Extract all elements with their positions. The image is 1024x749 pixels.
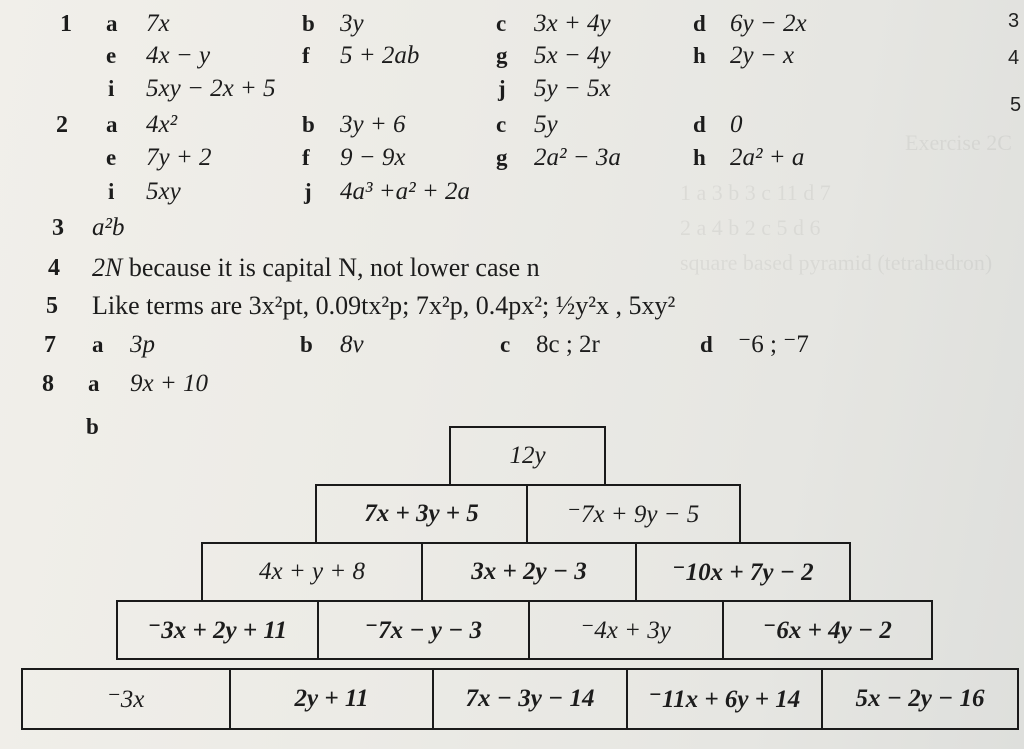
part-label: i xyxy=(108,76,115,101)
answer: Like terms are 3x²pt, 0.09tx²p; 7x²p, 0.4px²; ½y²x , 5xy² xyxy=(92,291,676,320)
answer xyxy=(92,254,540,282)
answer: 5xy xyxy=(146,178,181,205)
part-label: b xyxy=(302,112,315,137)
pyramid-brick: ⁻3x xyxy=(21,668,231,730)
pyramid-brick: ⁻3x + 2y + 11 xyxy=(116,600,319,660)
edge-number: 3 xyxy=(1008,10,1020,32)
answer: 3x + 4y xyxy=(534,10,611,37)
part-label: c xyxy=(496,11,507,36)
answer-text: because it is capital N, not lower case n xyxy=(122,253,540,282)
answer: 3y + 6 xyxy=(340,111,406,138)
pyramid-brick: ⁻7x − y − 3 xyxy=(317,600,530,660)
edge-number: 5 xyxy=(1010,94,1022,116)
answer: 8v xyxy=(340,331,364,358)
answer: 5 + 2ab xyxy=(340,42,420,69)
part-label: i xyxy=(108,179,115,204)
part-label: b xyxy=(302,11,315,36)
answer: 3p xyxy=(130,331,155,358)
answer: 0 xyxy=(730,111,743,138)
part-label: g xyxy=(496,145,508,170)
pyramid-brick: 2y + 11 xyxy=(229,668,434,730)
question-number: 8 xyxy=(42,371,54,397)
answer: 8c ; 2r xyxy=(536,331,600,358)
question-number: 4 xyxy=(48,255,60,281)
part-label: c xyxy=(496,112,507,137)
question-number: 5 xyxy=(46,293,58,319)
pyramid-brick: 7x − 3y − 14 xyxy=(432,668,628,730)
part-label: j xyxy=(304,179,312,204)
show-through-heading: Exercise 2C xyxy=(905,130,1012,155)
answer: ⁻6 ; ⁻7 xyxy=(738,331,809,358)
pyramid-brick: ⁻6x + 4y − 2 xyxy=(722,600,933,660)
part-label: d xyxy=(693,112,706,137)
pyramid-brick: 3x + 2y − 3 xyxy=(421,542,637,602)
answer: 5y xyxy=(534,111,558,138)
answer: 6y − 2x xyxy=(730,10,807,37)
pyramid-brick: ⁻10x + 7y − 2 xyxy=(635,542,851,602)
part-label: e xyxy=(106,43,117,68)
part-label: h xyxy=(693,145,706,170)
part-label: f xyxy=(302,43,310,68)
question-number: 1 xyxy=(60,11,72,37)
part-label: h xyxy=(693,43,706,68)
answer: 5y − 5x xyxy=(534,75,611,102)
part-label: b xyxy=(86,414,99,439)
question-number: 2 xyxy=(56,112,68,138)
answer: 4a³ +a² + 2a xyxy=(340,178,470,205)
part-label: j xyxy=(498,76,506,101)
part-label: a xyxy=(92,332,104,357)
part-label: a xyxy=(106,11,118,36)
answer: 2y − x xyxy=(730,42,795,69)
edge-number: 4 xyxy=(1008,47,1020,69)
answer: a²b xyxy=(92,214,125,241)
pyramid-brick: ⁻4x + 3y xyxy=(528,600,724,660)
answer: 7x xyxy=(146,10,170,37)
pyramid-brick: ⁻11x + 6y + 14 xyxy=(626,668,823,730)
pyramid-brick: ⁻7x + 9y − 5 xyxy=(526,484,741,544)
show-through-line: square based pyramid (tetrahedron) xyxy=(680,250,993,275)
part-label: a xyxy=(106,112,118,137)
part-label: d xyxy=(693,11,706,36)
answer: 9x + 10 xyxy=(130,370,208,397)
pyramid-brick: 7x + 3y + 5 xyxy=(315,484,528,544)
answer-expression: 2N xyxy=(92,253,123,282)
part-label: f xyxy=(302,145,310,170)
question-number: 3 xyxy=(52,215,64,241)
part-label: a xyxy=(88,371,100,396)
show-through-line: 2 a 4 b 2 c 5 d 6 xyxy=(680,215,821,240)
part-label: d xyxy=(700,332,713,357)
answer: 5xy − 2x + 5 xyxy=(146,75,276,102)
answer: 7y + 2 xyxy=(146,144,212,171)
question-number: 7 xyxy=(44,332,56,358)
answer: 4x² xyxy=(146,111,178,138)
part-label: g xyxy=(496,43,508,68)
pyramid-brick: 12y xyxy=(449,426,606,486)
answer: 3y xyxy=(340,10,364,37)
part-label: b xyxy=(300,332,313,357)
answer: 5x − 4y xyxy=(534,42,611,69)
answer: 4x − y xyxy=(146,42,211,69)
answer: 2a² + a xyxy=(730,144,805,171)
pyramid-brick: 5x − 2y − 16 xyxy=(821,668,1019,730)
part-label: e xyxy=(106,145,117,170)
part-label: c xyxy=(500,332,511,357)
pyramid-brick: 4x + y + 8 xyxy=(201,542,423,602)
show-through-line: 1 a 3 b 3 c 11 d 7 xyxy=(680,180,831,205)
answer: 9 − 9x xyxy=(340,144,406,171)
answer: 2a² − 3a xyxy=(534,144,621,171)
